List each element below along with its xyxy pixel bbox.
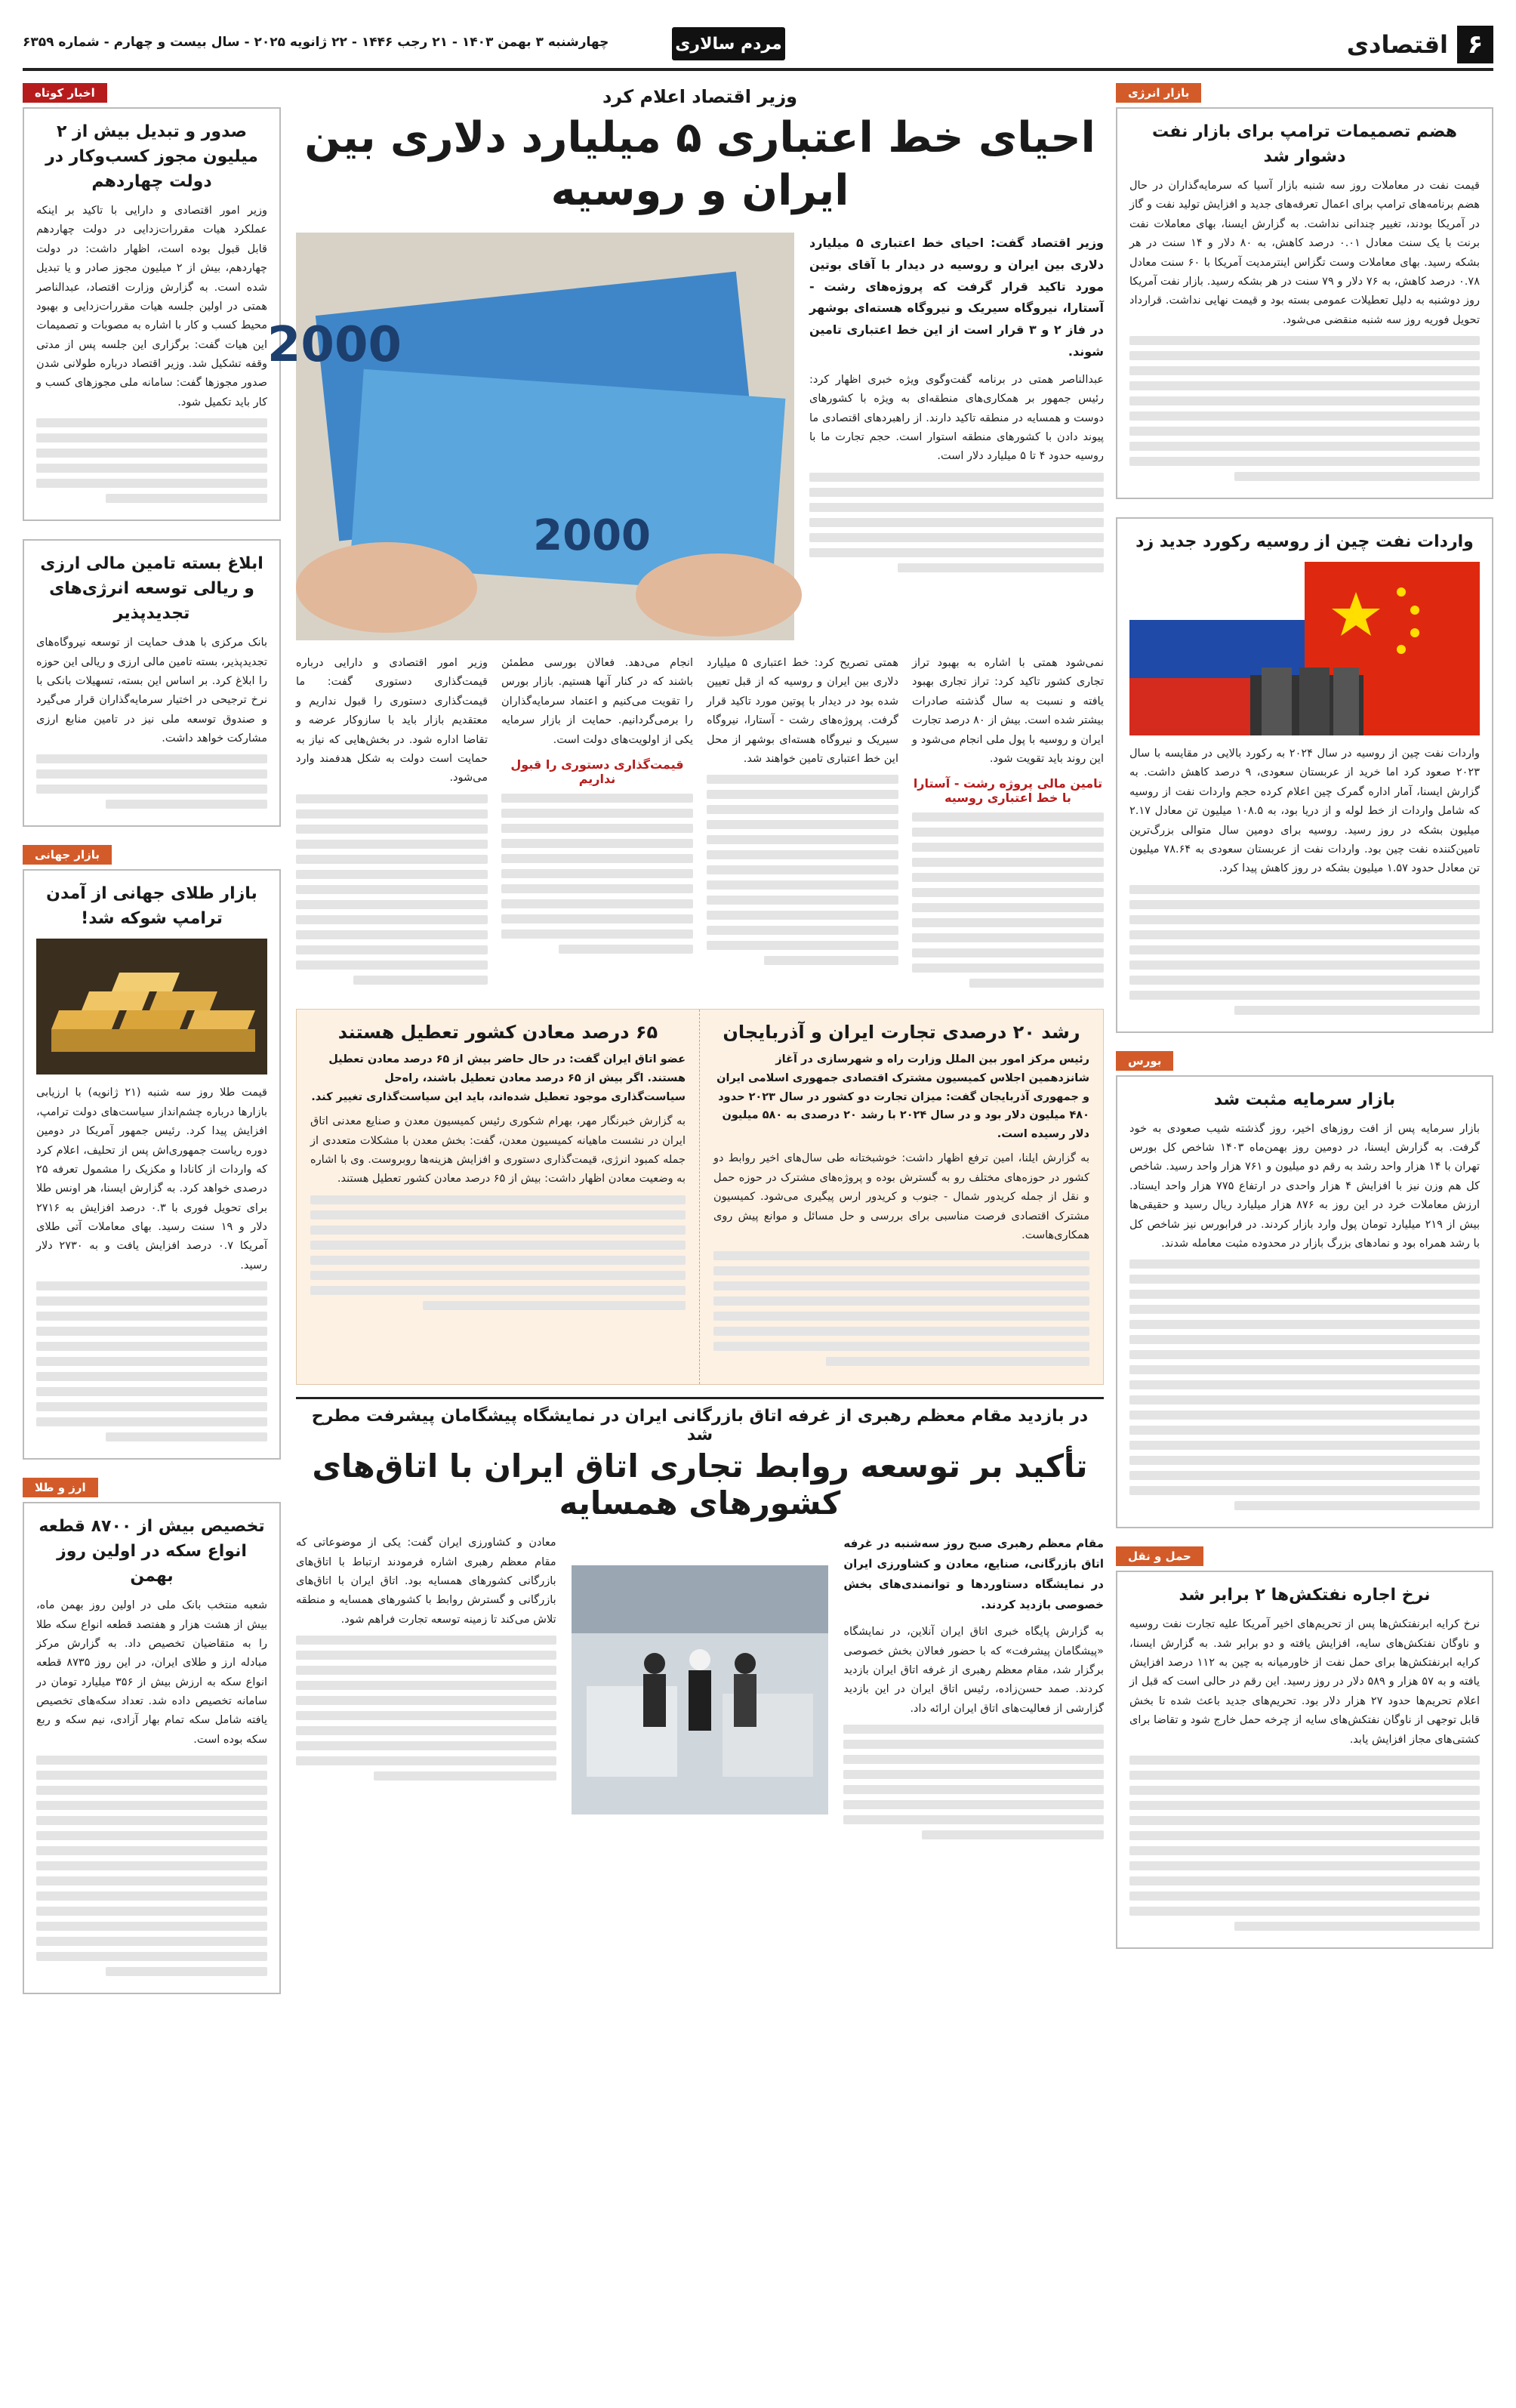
main-body-columns [296,654,1104,994]
story-body: بانک مرکزی با هدف حمایت از توسعه نیروگاه‌های تجدیدپذیر، بسته تامین مالی ارزی و ریالی این حوزه را ابلاغ کرد. بر اساس این بسته، تسهیلات بانکی با نرخ ترجیحی در اختیار سرمایه‌گذاران قرار می‌گیرد و صندوق توسعه ملی نیز در تامین منابع ارزی مشارکت خواهد داشت. [36,637,267,745]
story-title: ابلاغ بسته تامین مالی ارزی و ریالی توسعه انرژی‌های تجدیدپذیر [40,554,263,624]
box-body: به گزارش ایلنا، امین ترفع اظهار داشت: خوشبختانه طی سال‌های اخیر روابط دو کشور در حوزه‌های مختلف رو به گسترش بوده و پروژه‌های مشترک در حوزه حمل و نقل از جمله کریدور شمال - جنوب و کریدور ارس پیگیری می‌شود. کمیسیون مشترک اقتصادی فرصت مناسبی برای بررسی و حل مسائل و موانع پیش روی همکاری‌هاست. [713,1152,1089,1241]
gold-photo [36,939,267,1075]
story-coin-allocation [23,1502,281,1994]
banknote-photo [267,233,794,640]
story-title: بازار طلای جهانی از آمدن ترامپ شوکه شد! [46,884,257,929]
story-gold-market [23,869,281,1460]
story-title: صدور و تبدیل بیش از ۲ میلیون مجوز کسب‌وکار در دولت چهاردهم [45,122,258,191]
gold-bars-image [36,939,267,1075]
story-body: قیمت نفت در معاملات روز سه شنبه بازار آسیا که سرمایه‌گذاران در حال هضم برنامه‌های ترامپ برای اعمال تعرفه‌های جدید و افزایش تولید نفت و گاز در آمریکا بودند، تغییر چندانی نداشت. به گزارش ایسنا، بهای معاملات نفت برنت با یک سنت معادل ۰.۰۱ درصد کاهش، به ۸۰ دلار و ۱۴ سنت در هر بشکه رسید. بهای معاملات وست تگزاس اینترمدیت آمریکا با ۶۰ سنت معادل ۰.۷۸ درصد کاهش، به ۷۶ دلار و ۷۹ سنت در هر بشکه رسید. بازار نفت آمریکا روز دوشنبه به دلیل تعطیلات عمومی بسته بود و قیمت نهایی نداشت. قرارداد تحویل فوریه روز سه شنبه منقضی می‌شود. [1129,180,1481,326]
story-tag: بازار جهانی [23,845,112,865]
visit-kicker: در بازدید مقام معظم رهبری از غرفه اتاق بازرگانی ایران در نمایشگاه پیشگامان پیشرفت مطرح شد [311,1407,1089,1445]
box-lead: رئیس مرکز امور بین الملل وزارت راه و شهرسازی در آغاز شانزدهمین اجلاس کمیسیون مشترک اقتصادی جمهوری اسلامی ایران و جمهوری آذربایجان گفت: میزان تجارت دو کشور در سال ۲۰۲۳ حدود ۴۸۰ میلیون دلار بود و در سال ۲۰۲۴ با رشد ۲۰ درصدی به ۵۸۰ میلیون دلار رسیده است. [716,1053,1089,1140]
ruble-banknotes-image [267,233,794,640]
main-headline: احیای خط اعتباری ۵ میلیارد دلاری بین ایران و روسیه [304,113,1095,215]
story-title: نرخ اجاره نفتکش‌ها ۲ برابر شد [1179,1586,1431,1605]
story-tag: حمل و نقل [1116,1546,1203,1566]
flags-photo [1129,562,1480,735]
story-stock-market [1116,1075,1493,1529]
box-azerbaijan-trade [700,1010,1103,1384]
story-body: قیمت طلا روز سه شنبه (۲۱ ژانویه) با ارزیابی بازارها درباره چشم‌انداز سیاست‌های دولت ترامپ، افزایش پیدا کرد. رئیس جمهور آمریکا در دومین دوره ریاست جمهوری‌اش پس از تحلیف، اعلام کرد که واردات از کانادا و مکزیک را مشمول تعرفه ۲۵ درصدی خواهد کرد. به گزارش ایسنا، هر اونس طلا برای تحویل فوری با ۰.۳ درصد افزایش به ۲۷۱۶ دلار و ۱۹ سنت رسید. بهای معاملات آتی طلای آمریکا ۰.۷ درصد افزایش یافت و به ۲۷۳۰ دلار رسید. [36,1087,268,1272]
visit-photo [570,1534,830,1845]
main-body-col [707,654,898,994]
story-title: هضم تصمیمات ترامپ برای بازار نفت دشوار شد [1151,122,1458,166]
main-subhead: تامین مالی پروژه رشت - آستارا با خط اعتباری روسیه [913,776,1103,806]
story-china-oil [1116,517,1493,1033]
story-tag: اخبار کوتاه [23,83,107,103]
story-business-permits [23,107,281,521]
story-tag: ارز و طلا [23,1478,98,1497]
box-title: رشد ۲۰ درصدی تجارت ایران و آذربایجان [723,1022,1080,1044]
main-lead-block [809,233,1104,640]
left-column [23,83,281,2012]
visit-paragraph: به گزارش پایگاه خبری اتاق ایران آنلاین، در نمایشگاه «پیشگامان پیشرفت» که با حضور فعالان بخش خصوصی برگزار شد، مقام معظم رهبری از غرفه اتاق ایران بازدید کردند. صمد حسن‌زاده، رئیس اتاق ایران در این بازدید گزارشی از فعالیت‌های اتاق ایران ارائه داد. [843,1626,1104,1715]
story-title: بازار سرمایه مثبت شد [1213,1090,1396,1109]
side-boxes [296,1009,1104,1385]
main-paragraph: عبدالناصر همتی در برنامه گفت‌وگوی ویژه خبری اظهار کرد: رئیس جمهور بر همکاری‌های منطقه‌ای به ویژه با کشورهای دوست و همسایه در منطقه تاکید دارند. از راهبردهای اقتصادی ما پیوند دادن با کشورهای منطقه استوار است. حجم تجارت ما با روسیه حدود ۴ تا ۵ میلیارد دلار است. [809,373,1104,463]
main-body-col [912,654,1104,994]
svg-text:2000: 2000 [533,511,651,560]
main-paragraph: انجام می‌دهد. فعالان بورسی مطمئن باشند که در کنار آنها هستیم. بازار بورس را تقویت می‌کنیم و اعتماد سرمایه‌گذاران را برمی‌گردانیم. حمایت از بازار سرمایه یکی از اولویت‌های دولت است. [501,657,693,746]
story-body: بازار سرمایه پس از افت روزهای اخیر، روز گذشته شیب صعودی به خود گرفت. به گزارش ایسنا، در دومین روز بهمن‌ماه ۱۴۰۳ شاخص کل بورس تهران با ۱۴ هزار واحد رشد به رقم دو میلیون و ۷۶۱ هزار واحد رسید. شاخص کل هم وزن نیز با افزایش ۴ هزار واحدی در ارتفاع ۷۷۵ هزار واحد ایستاد. ارزش معاملات خرد در این روز به ۸۷۶ هزار میلیارد ریال رسید و حقیقی‌ها بیش از ۲۱۹ میلیارد تومان پول وارد بازار کردند. در فرابورس نیز شاخص کل با رشد همراه بود و نمادهای بزرگ بازار در محدوده مثبت معامله شدند. [1129,1122,1481,1250]
story-tag: بازار انرژی [1116,83,1201,103]
section-header [1347,26,1493,63]
story-body: واردات نفت چین از روسیه در سال ۲۰۲۴ به رکورد بالایی در مقایسه با سال ۲۰۲۳ صعود کرد اما خرید از عربستان سعودی، ۹ درصد کاهش داشت. به گزارش ایسنا، آمار اداره گمرک چین اعلام کرده حجم واردات نفت از روسیه که شامل واردات از خط لوله و از دریا بود، به ۱۰۸.۵ میلیون تن معادل ۲.۱۷ میلیون بشکه در روز رسید. روسیه برای دومین سال متوالی بزرگ‌ترین تامین‌کننده نفت چین بود. واردات نفت از عربستان سعودی به ۷۸.۶۴ میلیون تن معادل حدود ۱.۵۷ میلیون بشکه در روز کاهش پیدا کرد. [1129,748,1481,875]
story-tanker-rates [1116,1571,1493,1949]
box-lead: عضو اتاق ایران گفت: در حال حاضر بیش از ۶۵ درصد معادن تعطیل هستند. اگر بیش از ۶۵ درصد معادن تعطیل باشند، راه‌حل سیاست‌گذاری موجود تعطیل شده‌اند، باید این سیاست‌گذاری تغییر کند. [311,1053,686,1103]
right-column [1116,83,1493,1967]
main-lead: وزیر اقتصاد گفت: احیای خط اعتباری ۵ میلیارد دلاری بین ایران و روسیه در دیدار با آقای بوتین مورد تاکید قرار گرفت که پروژه‌های رشت - آستارا، نیروگاه سیریک و نیروگاه هسته‌ای بوشهر در فاز ۲ و ۳ قرار است از این خط اعتباری تامین شوند. [809,236,1105,359]
visit-columns [296,1534,1104,1845]
story-oil-market [1116,107,1493,499]
masthead [23,17,1493,71]
story-body: شعبه منتخب بانک ملی در اولین روز بهمن ماه، بیش از هشت هزار و هفتصد قطعه انواع سکه طلا را به متقاضیان تخصیص داد. به گزارش مرکز مبادله ارز و طلای ایران، در این روز ۸۷۳۵ قطعه انواع سکه به ارزش بیش از ۳۵۶ میلیارد تومان در سامانه تخصیص داده شد. تعداد سکه‌های تخصیص یافته شامل سکه تمام بهار آزادی، نیم سکه و ربع سکه بوده است. [36,1599,268,1746]
visit-col [296,1534,556,1845]
story-tag: بورس [1116,1051,1173,1071]
visit-paragraph: معادن و کشاورزی ایران گفت: یکی از موضوعاتی که مقام معظم رهبری اشاره فرمودند ارتباط با اتاق‌های بازرگانی کشورهای همسایه بود. اتاق ایران با اتاق‌های بازرگانی و گسترش روابط با کشورهای همسایه و منطقه تلاش می‌کند تا زمینه توسعه تجارت فراهم شود. [296,1537,556,1626]
main-subhead: قیمت‌گذاری دستوری را قبول نداریم [510,757,684,786]
page-number: ۶ [1457,26,1493,63]
box-mines-closed [297,1010,700,1384]
main-kicker: وزیر اقتصاد اعلام کرد [602,86,798,107]
main-paragraph: نمی‌شود همتی با اشاره به بهبود تراز تجاری کشور تاکید کرد: تراز تجاری بهبود یافته و نسبت به سال گذشته صادرات بیشتر شده است. بیش از ۸۰ درصد تجارت ایران و روسیه با پول ملی انجام می‌شود و این روند باید تقویت شود. [912,657,1104,765]
exhibition-visit-image [572,1565,828,1814]
newspaper-logo: مردم سالاری [672,27,785,60]
main-top-row [267,233,1105,640]
section-title: اقتصادی [1346,30,1448,59]
story-renewable-finance [23,539,281,827]
main-body-col [501,654,693,994]
story-body: وزیر امور اقتصادی و دارایی با تاکید بر اینکه عملکرد هیات مقررات‌زدایی در دولت چهاردهم قابل قبول بوده است، اظهار داشت: در دولت چهاردهم، بیش از ۲ میلیون مجوز صادر و یا تبدیل شده است. به گزارش وزارت اقتصاد، عبدالناصر همتی در اولین جلسه هیات مقررات‌زدایی و بهبود محیط کسب و کار با اشاره به مصوبات و تصمیمات این هیات گفت: برگزاری این جلسه پس از مدتی وقفه تشکیل شد. وزیر اقتصاد درباره طولانی شدن صدور مجوزها گفت: سامانه ملی مجوزهای کسب و کار باید تکمیل شود. [36,205,267,409]
visit-headline: تأکید بر توسعه روابط تجاری اتاق ایران با اتاق‌های کشورهای همسایه [312,1448,1088,1522]
main-paragraph: همتی تصریح کرد: خط اعتباری ۵ میلیارد دلاری بین ایران و روسیه که از قبل تعیین شده بود در دیدار با پوتین مورد تاکید قرار گرفت. پروژه‌های رشت - آستارا، نیروگاه سیریک و نیروگاه هسته‌ای بوشهر از محل این خط اعتباری تامین خواهند شد. [707,657,898,765]
svg-text:2000: 2000 [267,317,402,373]
story-title: واردات نفت چین از روسیه رکورد جدید زد [1135,532,1474,551]
box-title: ۶۵ درصد معادن کشور تعطیل هستند [337,1022,658,1044]
story-title: تخصیص بیش از ۸۷۰۰ قطعه انواع سکه در اولین روز بهمن [39,1517,265,1586]
china-russia-flags-image [1129,562,1480,735]
visit-lead: مقام معظم رهبری صبح روز سه‌شنبه در غرفه اتاق بازرگانی، صنایع، معادن و کشاورزی ایران در نمایشگاه دستاوردها و توانمندی‌های بخش خصوصی بازدید کردند. [843,1537,1104,1612]
main-paragraph: وزیر امور اقتصادی و دارایی درباره قیمت‌گذاری دستوری گفت: ما قیمت‌گذاری دستوری را قبول نداریم و معتقدیم بازار باید با سازوکار عرضه و تقاضا اداره شود. در بخش‌هایی که نیاز به حمایت است دولت به شکل هدفمند وارد می‌شود. [296,657,488,785]
main-column [267,83,1105,1845]
box-body: به گزارش خبرنگار مهر، بهرام شکوری رئیس کمیسیون معدن و صنایع معدنی اتاق ایران در نشست ماهیانه کمیسیون معدن، گفت: بخش معدن با مشکلات متعددی از جمله کمبود انرژی، قیمت‌گذاری دستوری و افزایش هزینه‌ها روبروست. وی با اشاره به وضعیت معادن اظهار داشت: بیش از ۶۵ درصد معادن کشور تعطیل هستند. [310,1115,686,1186]
story-body: نرخ کرایه ابرنفتکش‌ها پس از تحریم‌های اخیر آمریکا علیه تجارت نفت روسیه و ناوگان نفتکش‌های سایه، افزایش یافته و دو برابر شد. به گزارش ایسنا، کرایه ابرنفتکش‌ها برای حمل نفت از خاورمیانه به چین به ۱۱۲ درصد افزایش یافته و به ۵۷ هزار و ۵۸۹ دلار در روز رسید. این رقم در حالی است که قبل از اعلام تحریم‌ها حدود ۲۷ هزار دلار بود. تحریم‌های جدید باعث شده تا بخش قابل توجهی از ناوگان نفتکش‌های سایه از چرخه حمل خارج شود و تقاضا برای کشتی‌های مجاز افزایش یابد. [1129,1618,1481,1746]
main-body-col [296,654,488,994]
date-line: چهارشنبه ۳ بهمن ۱۴۰۳ - ۲۱ رجب ۱۴۴۶ - ۲۲ ژانویه ۲۰۲۵ - سال بیست و چهارم - شماره ۶۳۵۹ [23,35,609,50]
visit-col [843,1534,1104,1845]
